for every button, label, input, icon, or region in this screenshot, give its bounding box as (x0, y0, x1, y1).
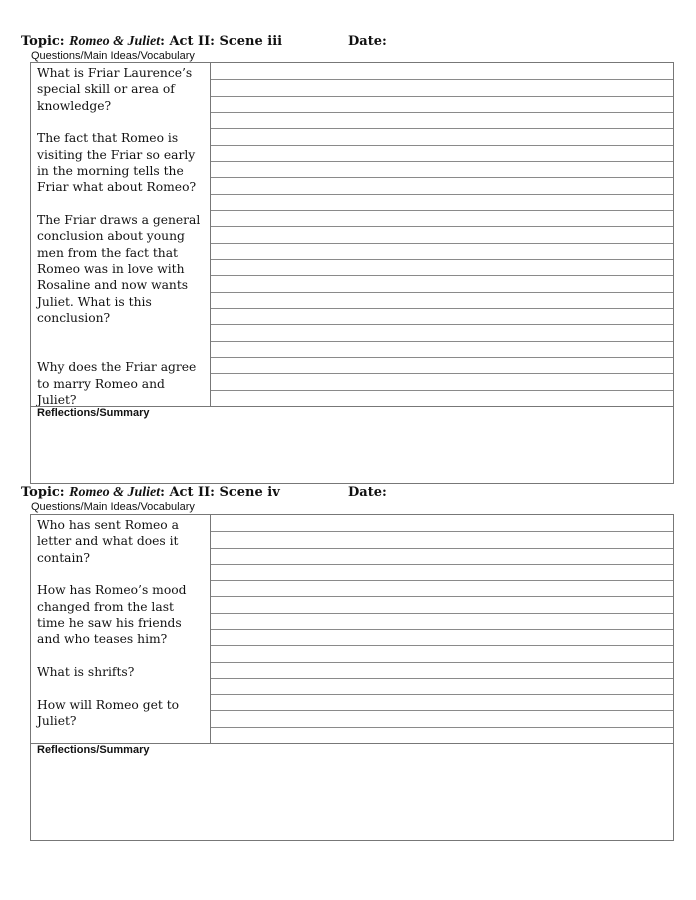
note-line (211, 694, 673, 695)
note-line (211, 613, 673, 614)
note-line (211, 96, 673, 97)
question: Why does the Friar agree to marry Romeo and Juliet? (37, 360, 197, 406)
note-line (211, 564, 673, 565)
note-line (211, 531, 673, 532)
note-line (211, 548, 673, 549)
topic-heading: Topic: Romeo & Juliet: Act II: Scene iv (21, 485, 280, 500)
note-line (211, 373, 673, 374)
note-line (211, 357, 673, 358)
work-title: Romeo & Juliet (69, 34, 161, 49)
reflections-box[interactable] (30, 743, 674, 841)
notes-table (30, 514, 674, 744)
note-line (211, 596, 673, 597)
question: The fact that Romeo is visiting the Friar so early in the morning tells the Friar what about Romeo? (37, 131, 197, 195)
note-line (211, 645, 673, 646)
note-line (211, 194, 673, 195)
column-header: Questions/Main Ideas/Vocabulary (31, 50, 195, 62)
note-line (211, 580, 673, 581)
question: Who has sent Romeo a letter and what does it contain? (37, 518, 179, 565)
notes-lines-area[interactable] (211, 515, 673, 743)
note-line (211, 341, 673, 342)
note-line (211, 292, 673, 293)
reflections-box[interactable] (30, 406, 674, 484)
note-line (211, 112, 673, 113)
note-line (211, 243, 673, 244)
questions-column (31, 515, 211, 743)
note-line (211, 259, 673, 260)
notes-table (30, 62, 674, 407)
questions-column (31, 63, 211, 406)
note-line (211, 145, 673, 146)
reflections-label: Reflections/Summary (37, 407, 150, 419)
note-line (211, 324, 673, 325)
note-line (211, 210, 673, 211)
note-line (211, 727, 673, 728)
question: What is Friar Laurence’s special skill or area of knowledge? (37, 66, 193, 113)
question: How has Romeo’s mood changed from the last time he saw his friends and who teases him? (37, 583, 187, 647)
note-line (211, 662, 673, 663)
note-line (211, 390, 673, 391)
date-label: Date: (348, 485, 387, 500)
note-line (211, 177, 673, 178)
topic-heading: Topic: Romeo & Juliet: Act II: Scene iii (21, 34, 283, 49)
reflections-label: Reflections/Summary (37, 744, 150, 756)
question: The Friar draws a general conclusion about young men from the fact that Romeo was in love with Rosaline and now wants Juliet. What is this conclusion? (37, 213, 201, 326)
question: What is shrifts? (37, 665, 135, 680)
note-line (211, 710, 673, 711)
column-header: Questions/Main Ideas/Vocabulary (31, 501, 195, 513)
note-line (211, 308, 673, 309)
work-title: Romeo & Juliet (69, 485, 161, 500)
note-line (211, 161, 673, 162)
note-line (211, 128, 673, 129)
note-line (211, 629, 673, 630)
note-line (211, 226, 673, 227)
note-line (211, 678, 673, 679)
note-line (211, 275, 673, 276)
notes-lines-area[interactable] (211, 63, 673, 406)
note-line (211, 79, 673, 80)
question: How will Romeo get to Juliet? (37, 697, 180, 729)
date-label: Date: (348, 34, 387, 49)
